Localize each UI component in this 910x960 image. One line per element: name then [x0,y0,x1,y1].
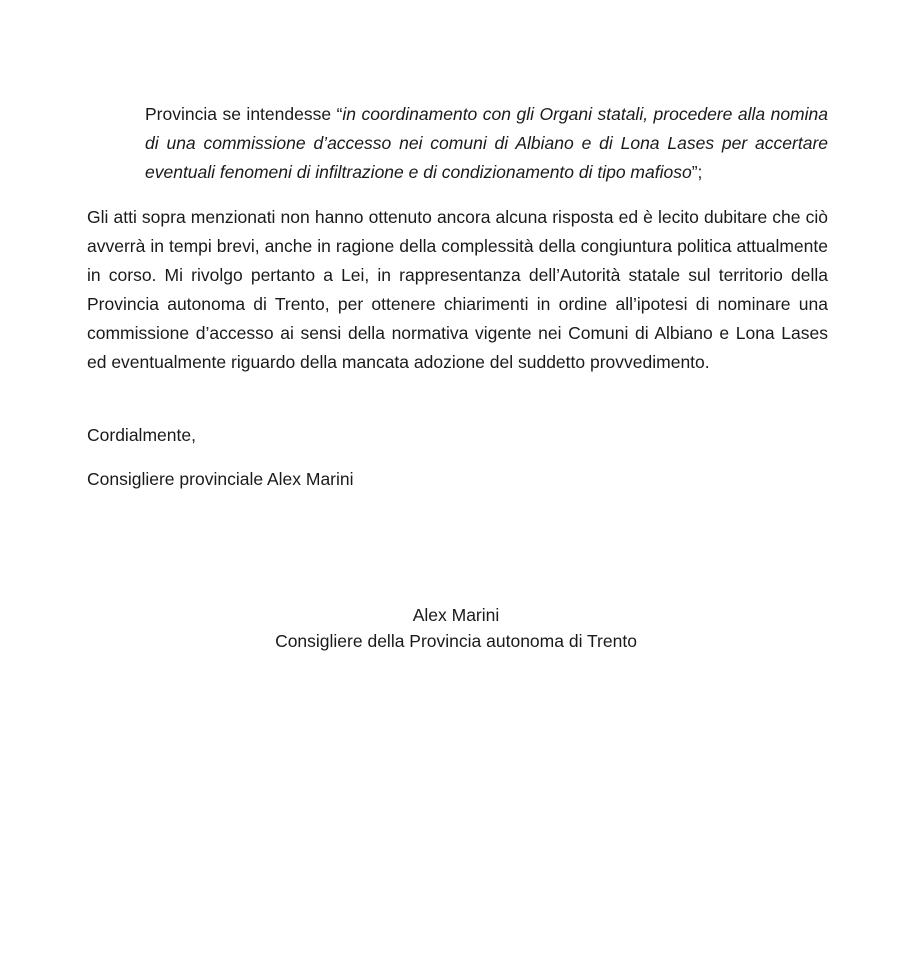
signature-name: Alex Marini [412,605,500,625]
quote-italic-text: in coordinamento con gli Organi statali, procedere alla nomina di una commissione d’accesso nei comuni di Albiano e di Lona Lases per accertare eventuali fenomeni di infiltrazione e di condizionamento di tipo mafioso [145,104,828,182]
signer-line: Consigliere provinciale Alex Marini [87,469,354,489]
body-paragraph: Gli atti sopra menzionati non hanno ottenuto ancora alcuna risposta ed è lecito dubitare che ciò avverrà in tempi brevi, anche in ragione della complessità della congiuntura politica attualmente in corso. Mi rivolgo pertanto a Lei, in rappresentanza dell’Autorità statale sul territorio della Provincia autonoma di Trento, per ottenere chiarimenti in ordine all’ipotesi di nominare una commissione d’accesso ai sensi della normativa vigente nei Comuni di Albiano e Lona Lases ed eventualmente riguardo della mancata adozione del suddetto provvedimento. [87,207,828,372]
signature-title: Consigliere della Provincia autonoma di Trento [275,631,637,651]
quoted-request-paragraph [145,100,828,187]
quote-outro: ”; [691,162,703,182]
closing-salutation: Cordialmente, [87,425,196,445]
quote-intro: Provincia se intendesse “ [145,104,343,124]
signature-block [200,602,712,654]
